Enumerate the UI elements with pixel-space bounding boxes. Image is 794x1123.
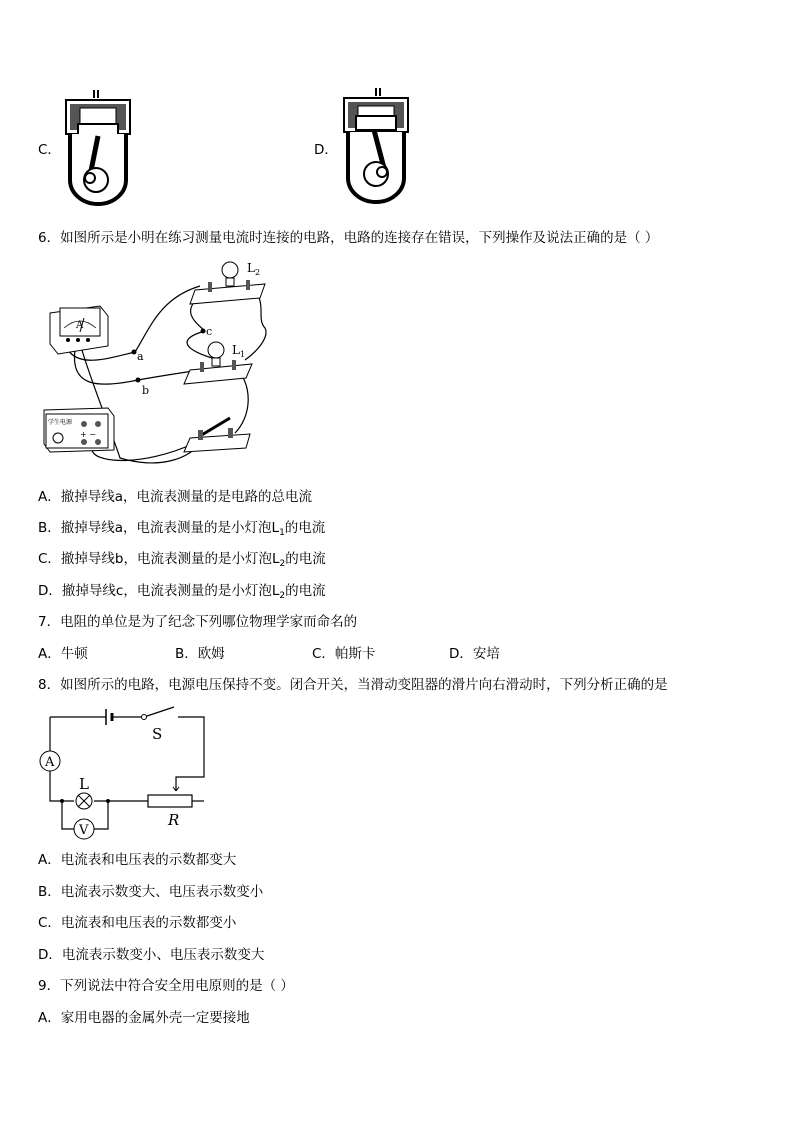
point-a-label: a bbox=[137, 350, 144, 363]
q6-option-c-post: 的电流 bbox=[285, 551, 326, 567]
bulb-l1 bbox=[208, 342, 224, 358]
q7-option-b: B．欧姆 bbox=[175, 646, 225, 662]
q6-option-b bbox=[38, 519, 325, 542]
rheostat-body bbox=[148, 795, 192, 807]
point-c-label: c bbox=[206, 325, 213, 338]
q8-option-a: A．电流表和电压表的示数都变大 bbox=[38, 852, 237, 868]
lamp-letter: L bbox=[79, 775, 89, 793]
q5-option-c-label: C． bbox=[38, 142, 61, 158]
q9-stem: 9．下列说法中符合安全用电原则的是（ ） bbox=[38, 978, 294, 994]
q6-option-d-sub: 2 bbox=[279, 591, 286, 601]
bulb-l2 bbox=[222, 262, 238, 278]
q8-circuit-figure bbox=[36, 705, 216, 845]
svg-text:L2 bbox=[247, 261, 260, 277]
switch-label: S bbox=[152, 725, 163, 743]
q7-options bbox=[38, 645, 586, 663]
rheostat-letter: R bbox=[168, 811, 180, 829]
q6-option-d-text: D．撤掉导线c，电流表测量的是小灯泡L bbox=[38, 583, 280, 599]
q6-option-b-sub: 1 bbox=[279, 528, 285, 538]
q9-option-a: A．家用电器的金属外壳一定要接地 bbox=[38, 1010, 250, 1026]
power-supply-label: 学生电源 bbox=[48, 419, 73, 426]
q8-stem: 8．如图所示的电路，电源电压保持不变。闭合开关，当滑动变阻器的滑片向右滑动时，下列分析正确的是 bbox=[38, 677, 668, 693]
q6-option-b-text: B．撤掉导线a，电流表测量的是小灯泡L bbox=[38, 520, 280, 536]
q8-option-c: C．电流表和电压表的示数都变小 bbox=[38, 915, 237, 931]
ammeter-label: A bbox=[76, 320, 84, 331]
q6-option-a bbox=[38, 488, 312, 506]
q6-option-b-post: 的电流 bbox=[284, 520, 326, 536]
q7-option-a: A．牛顿 bbox=[38, 646, 88, 662]
svg-text:L1 bbox=[232, 343, 245, 359]
q6-option-c-sub: 2 bbox=[279, 559, 286, 569]
q7-option-d: D．安培 bbox=[449, 646, 500, 662]
q6-stem: 6．如图所示是小明在练习测量电流时连接的电路，电路的连接存在错误，下列操作及说法正确的是（ ） bbox=[38, 230, 659, 246]
lamp2-label: L bbox=[247, 261, 255, 275]
lamp2-sub: 2 bbox=[254, 268, 261, 277]
q6-circuit-figure bbox=[40, 258, 280, 480]
q6-option-d bbox=[38, 582, 326, 605]
q6-option-a-text: A．撤掉导线a，电流表测量的是电路的总电流 bbox=[38, 489, 313, 505]
ammeter-letter: A bbox=[45, 755, 55, 770]
q8-option-d: D．电流表示数变小、电压表示数变大 bbox=[38, 947, 265, 963]
point-b-label: b bbox=[142, 384, 150, 397]
q7-option-c: C．帕斯卡 bbox=[312, 646, 376, 662]
engine-figure-d bbox=[338, 86, 418, 206]
q7-stem: 7．电阻的单位是为了纪念下列哪位物理学家而命名的 bbox=[38, 614, 358, 630]
q6-option-d-post: 的电流 bbox=[285, 583, 326, 599]
lamp1-label: L bbox=[232, 343, 240, 357]
engine-figure-c bbox=[60, 88, 140, 208]
svg-text:+ −: + − bbox=[80, 430, 96, 439]
q6-option-c bbox=[38, 550, 326, 573]
q5-option-d-label: D． bbox=[314, 142, 338, 158]
q6-option-c-text: C．撤掉导线b，电流表测量的是小灯泡L bbox=[38, 551, 280, 567]
lamp1-sub: 1 bbox=[239, 350, 246, 359]
q8-option-b: B．电流表示数变大、电压表示数变小 bbox=[38, 884, 264, 900]
voltmeter-letter: V bbox=[79, 823, 89, 838]
